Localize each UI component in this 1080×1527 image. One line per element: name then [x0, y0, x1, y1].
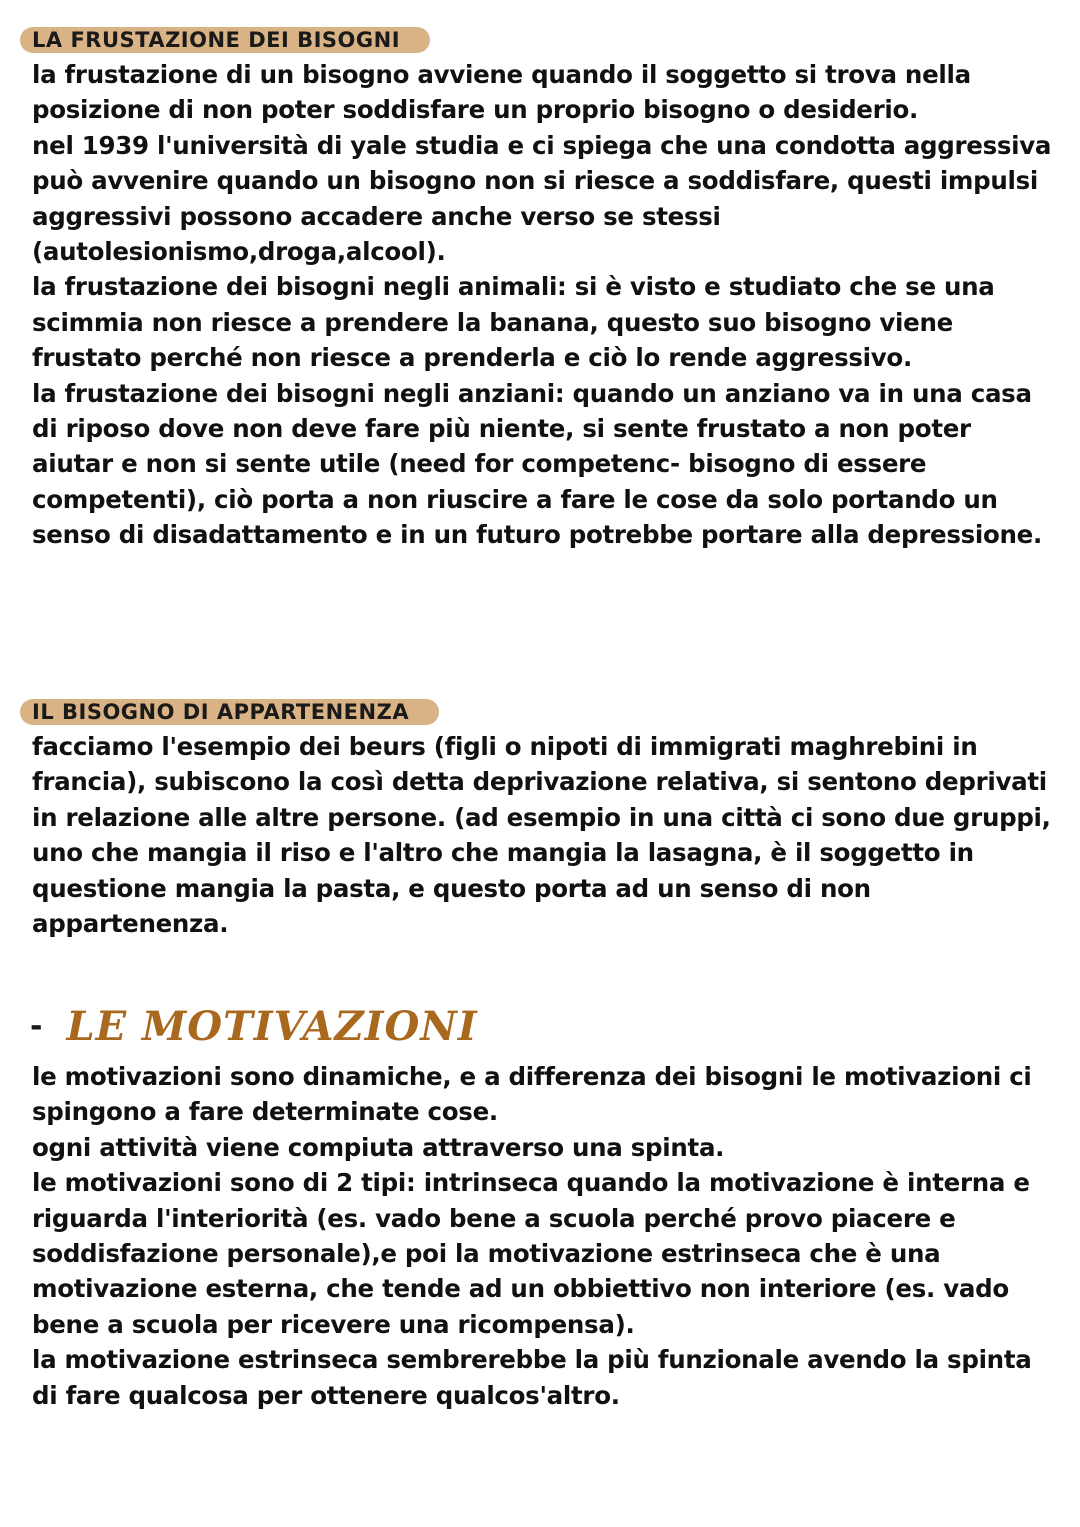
- paragraph: facciamo l'esempio dei beurs (figli o nipoti di immigrati maghrebini in francia), subiscono la così detta deprivazione relativa, si sentono deprivati in relazione alle altre persone. (ad esempio in una città ci sono due gruppi, uno che mangia il riso e l'altro che mangia la lasagna, è il soggetto in questione mangia la pasta, e questo porta ad un senso di non appartenenza.: [32, 732, 1051, 939]
- section-heading-label: LA FRUSTAZIONE DEI BISOGNI: [32, 28, 401, 52]
- section-title-motivazioni: LE MOTIVAZIONI: [66, 1002, 478, 1050]
- section-heading-motivazioni: [30, 998, 478, 1054]
- section-body-motivazioni: [32, 1059, 1057, 1413]
- section-body-frustazione: [32, 57, 1057, 553]
- paragraph: le motivazioni sono dinamiche, e a differenza dei bisogni le motivazioni ci spingono a fare determinate cose.: [32, 1062, 1032, 1127]
- paragraph: nel 1939 l'università di yale studia e ci spiega che una condotta aggressiva può avvenire quando un bisogno non si riesce a soddisfare, questi impulsi aggressivi possono accadere anche verso se stessi (autolesionismo,droga,alcool).: [32, 130, 1052, 267]
- paragraph: le motivazioni sono di 2 tipi: intrinseca quando la motivazione è interna e riguarda l'interiorità (es. vado bene a scuola perché provo piacere e soddisfazione personale),e poi la motivazione estrinseca che è una motivazione esterna, che tende ad un obbiettivo non interiore (es. vado bene a scuola per ricevere una ricompensa).: [32, 1168, 1030, 1339]
- section-body-appartenenza: [32, 729, 1057, 941]
- paragraph: la frustazione di un bisogno avviene quando il soggetto si trova nella posizione di non poter soddisfare un proprio bisogno o desiderio.: [32, 60, 971, 125]
- paragraph: la frustazione dei bisogni negli anziani: quando un anziano va in una casa di riposo dove non deve fare più niente, si sente frustato a non poter aiutar e non si sente utile (need for competenc- bisogno di essere competenti), ciò porta a non riuscire a fare le cose da solo portando un senso di disadattamento e in un futuro potrebbe portare alla depressione.: [32, 378, 1042, 550]
- section-heading-frustazione: [20, 27, 430, 53]
- heading-dash: -: [30, 1008, 43, 1044]
- paragraph: la frustazione dei bisogni negli animali: si è visto e studiato che se una scimmia non riesce a prendere la banana, questo suo bisogno viene frustato perché non riesce a prenderla e ciò lo rende aggressivo.: [32, 272, 995, 373]
- section-heading-appartenenza: [20, 699, 439, 725]
- paragraph: la motivazione estrinseca sembrerebbe la più funzionale avendo la spinta di fare qualcosa per ottenere qualcos'altro.: [32, 1345, 1032, 1410]
- paragraph: ogni attività viene compiuta attraverso una spinta.: [32, 1132, 725, 1162]
- section-heading-label: IL BISOGNO DI APPARTENENZA: [32, 700, 410, 724]
